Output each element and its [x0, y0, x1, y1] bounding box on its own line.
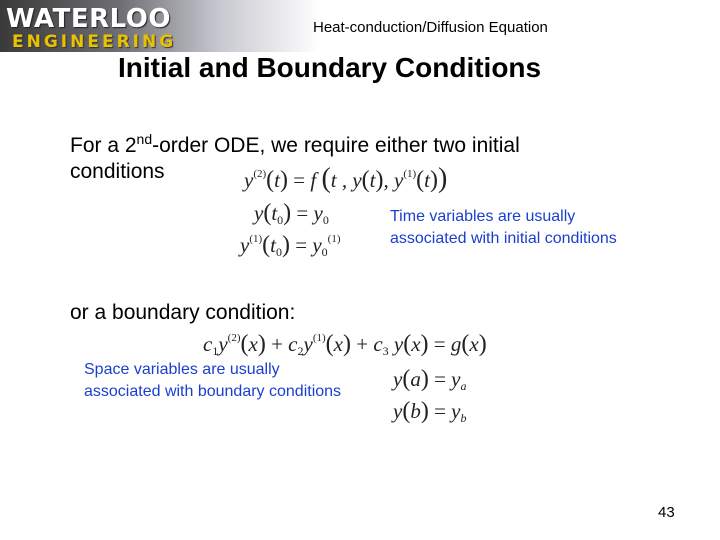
logo-line-2: ENGINEERING: [12, 32, 177, 52]
note-boundary-line2: associated with boundary conditions: [84, 383, 342, 400]
course-title: Heat-conduction/Diffusion Equation: [313, 19, 548, 36]
slide-title: Initial and Boundary Conditions: [118, 52, 542, 83]
initial-condition-2: $y^{(1)}(t_0) = y_0^{(1)}$: [240, 232, 341, 259]
initial-conditions-note: [390, 206, 617, 250]
waterloo-engineering-logo: [6, 4, 181, 52]
para1-line2: conditions: [70, 160, 165, 183]
boundary-condition-paragraph: or a boundary condition:: [70, 301, 296, 324]
initial-condition-1: $y(t_0) = y_0$: [254, 200, 329, 227]
boundary-condition-b: y(b) = yb: [393, 398, 467, 425]
note-initial-line2: associated with initial conditions: [390, 230, 617, 247]
logo-line-1: WATERLOO: [6, 4, 171, 34]
para1-post: -order ODE, we require either two initial: [152, 134, 520, 157]
boundary-conditions-note: [84, 359, 341, 403]
note-initial-line1: Time variables are usually: [390, 208, 576, 225]
boundary-ode-equation: $c_1y^{(2)}(x) + c_2y^{(1)}(x) + c_3$ y(x) = g(x): [203, 331, 487, 358]
para1-superscript: nd: [136, 131, 153, 147]
note-boundary-line1: Space variables are usually: [84, 361, 280, 378]
boundary-condition-a: y(a) = ya: [393, 366, 467, 393]
page-number: 43: [658, 504, 675, 521]
ode-equation: $y^{(2)}(t) = f$ (t , y(t), $y^{(1)}(t)$): [244, 163, 448, 194]
para1-pre: For a 2: [70, 134, 137, 157]
